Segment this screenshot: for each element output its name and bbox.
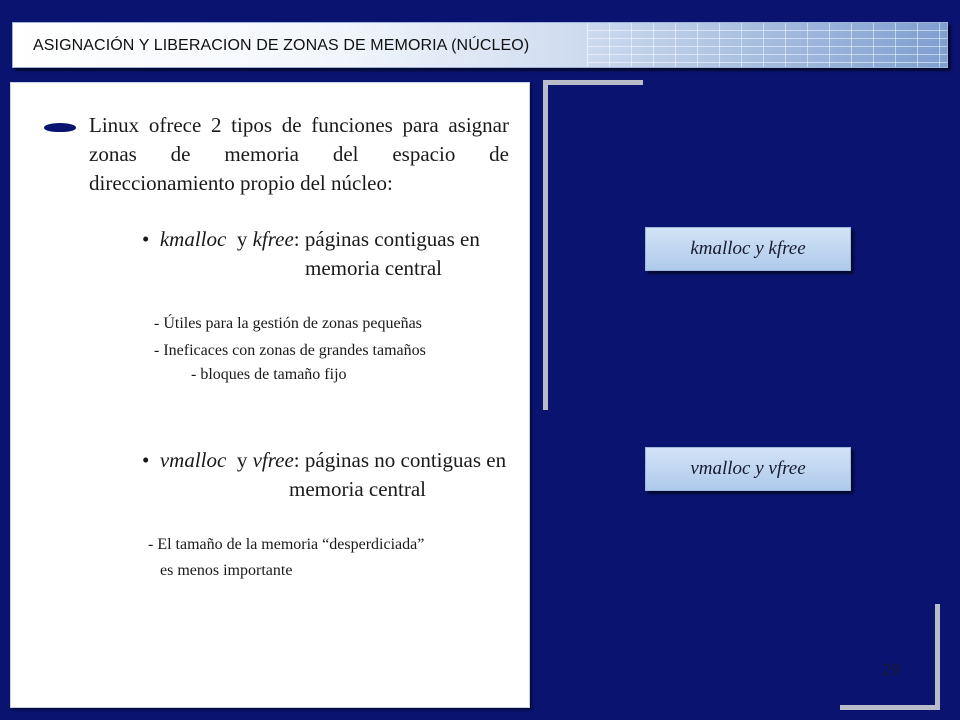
vmalloc-conj: y [236,448,248,472]
kmalloc-func: kmalloc [159,227,227,251]
vmalloc-desc-2: memoria central [289,477,427,501]
dash-bullet-icon [44,123,76,132]
kmalloc-label-box: kmalloc y kfree [645,227,851,271]
slide-title: ASIGNACIÓN Y LIBERACION DE ZONAS DE MEMORIA (NÚCLEO) [33,37,530,54]
kmalloc-note-3: - bloques de tamaño fijo [191,366,347,383]
content-panel [10,82,530,708]
vmalloc-label-box: vmalloc y vfree [645,447,851,491]
kmalloc-desc-2: memoria central [305,256,443,280]
vmalloc-bullet-line [142,448,506,473]
frame-corner-bottom-right [840,604,940,710]
bullet-dot-icon: • [142,227,160,251]
kfree-func: kfree [252,227,294,251]
kmalloc-desc-1: : páginas contiguas en [293,227,480,251]
intro-paragraph: Linux ofrece 2 tipos de funciones para asignar zonas de memoria del espacio de direccionamiento propio del núcleo: [89,113,509,195]
title-grid-decoration [587,23,947,67]
page-number: 29 [882,660,901,679]
vfree-func: vfree [252,448,294,472]
kmalloc-note-2: - Ineficaces con zonas de grandes tamaños [154,342,426,359]
vmalloc-func: vmalloc [159,448,227,472]
kmalloc-bullet-line [142,227,508,252]
frame-corner-top-left [543,80,643,410]
kmalloc-note-1: - Útiles para la gestión de zonas pequeñas [154,315,422,332]
bullet-dot-icon: • [142,448,160,472]
kmalloc-conj: y [236,227,248,251]
slide-title-bar [12,22,948,68]
vmalloc-desc-1: : páginas no contiguas en [293,448,507,472]
vmalloc-note-2: es menos importante [160,562,293,579]
vmalloc-note-1: - El tamaño de la memoria “desperdiciada” [148,536,425,553]
